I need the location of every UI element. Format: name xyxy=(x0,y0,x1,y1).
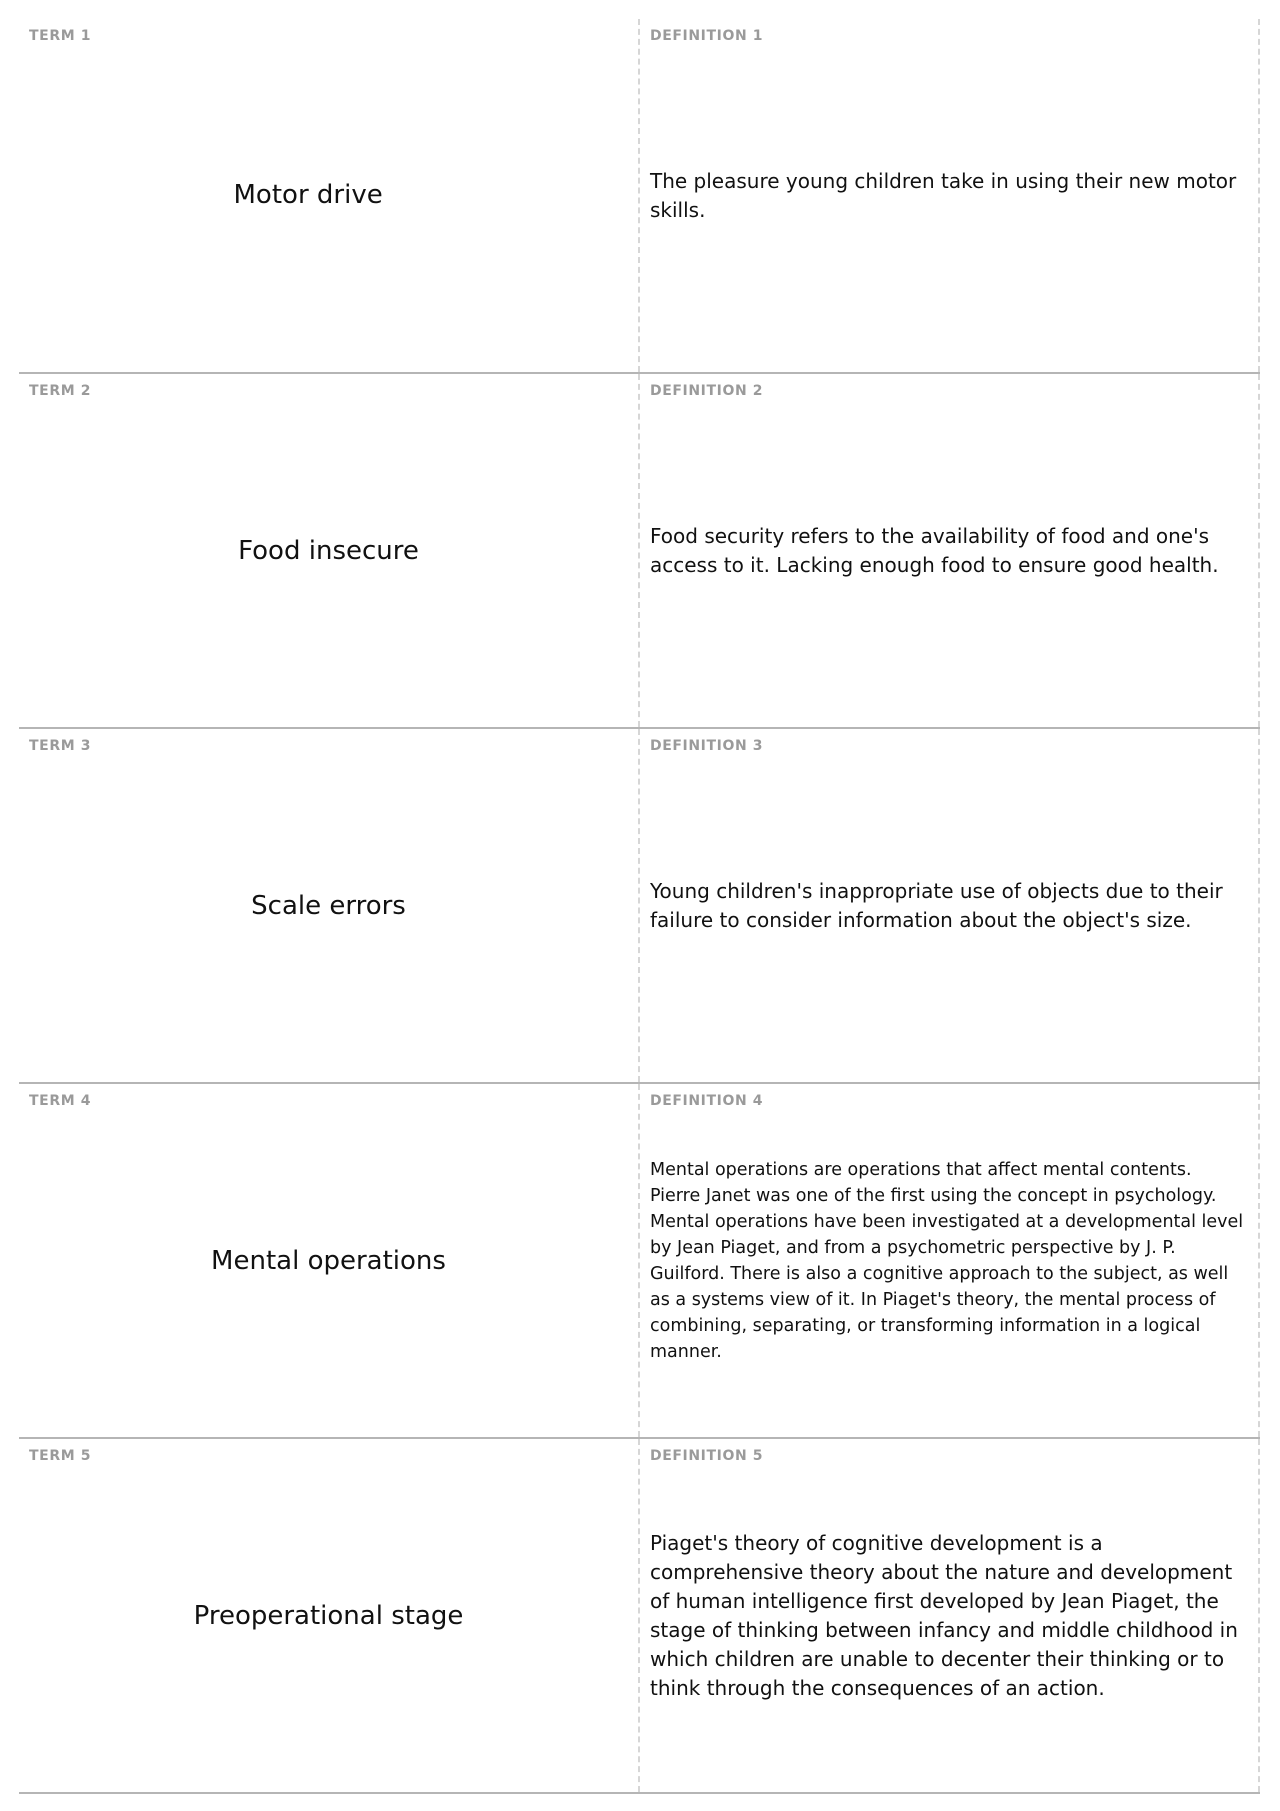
card-row-3 xyxy=(19,729,1260,1084)
term-cell xyxy=(19,19,640,372)
term-cell xyxy=(19,729,640,1082)
term-text: Preoperational stage xyxy=(193,1600,464,1631)
definition-label: DEFINITION 4 xyxy=(650,1093,764,1109)
term-cell xyxy=(19,1439,640,1792)
definition-label: DEFINITION 3 xyxy=(650,738,764,754)
definition-label: DEFINITION 1 xyxy=(650,28,764,44)
term-label: TERM 4 xyxy=(29,1093,92,1109)
definition-cell xyxy=(640,1439,1260,1792)
definition-cell xyxy=(640,1084,1260,1437)
term-cell xyxy=(19,1084,640,1437)
term-label: TERM 3 xyxy=(29,738,92,754)
term-text: Food insecure xyxy=(238,535,419,566)
definition-text: Mental operations are operations that affect mental contents. Pierre Janet was one of the first using the concept in psychology. Mental operations have been investigated at a developmental level by Jean Piaget, and from a psychometric perspective by J. P. Guilford. There is also a cognitive approach to the subject, as well as a systems view of it. In Piaget's theory, the mental process of combining, separating, or transforming information in a logical manner. xyxy=(650,1159,1244,1362)
definition-cell xyxy=(640,19,1260,372)
term-label: TERM 5 xyxy=(29,1448,92,1464)
definition-text: The pleasure young children take in using their new motor skills. xyxy=(650,168,1237,222)
definition-cell xyxy=(640,729,1260,1082)
term-label: TERM 1 xyxy=(29,28,92,44)
term-text: Motor drive xyxy=(233,180,383,210)
card-row-1 xyxy=(19,19,1260,374)
term-text: Mental operations xyxy=(211,1245,446,1276)
definition-label: DEFINITION 2 xyxy=(650,383,764,399)
definition-text: Piaget's theory of cognitive development is a comprehensive theory about the nature and development of human intelligence first developed by Jean Piaget, the stage of thinking between infancy and middle childhood in which children are unable to decenter their thinking or to think through the consequences of an action. xyxy=(650,1530,1238,1700)
card-row-5 xyxy=(19,1439,1260,1794)
term-cell xyxy=(19,374,640,727)
definition-text: Food security refers to the availability of food and one's access to it. Lacking enough food to ensure good health. xyxy=(650,523,1219,577)
term-label: TERM 2 xyxy=(29,383,92,399)
card-row-2 xyxy=(19,374,1260,729)
term-text: Scale errors xyxy=(251,890,406,921)
card-row-4 xyxy=(19,1084,1260,1439)
definition-text: Young children's inappropriate use of objects due to their failure to consider information about the object's size. xyxy=(650,878,1223,932)
definition-cell xyxy=(640,374,1260,727)
definition-label: DEFINITION 5 xyxy=(650,1448,764,1464)
flashcard-sheet xyxy=(19,19,1260,1794)
